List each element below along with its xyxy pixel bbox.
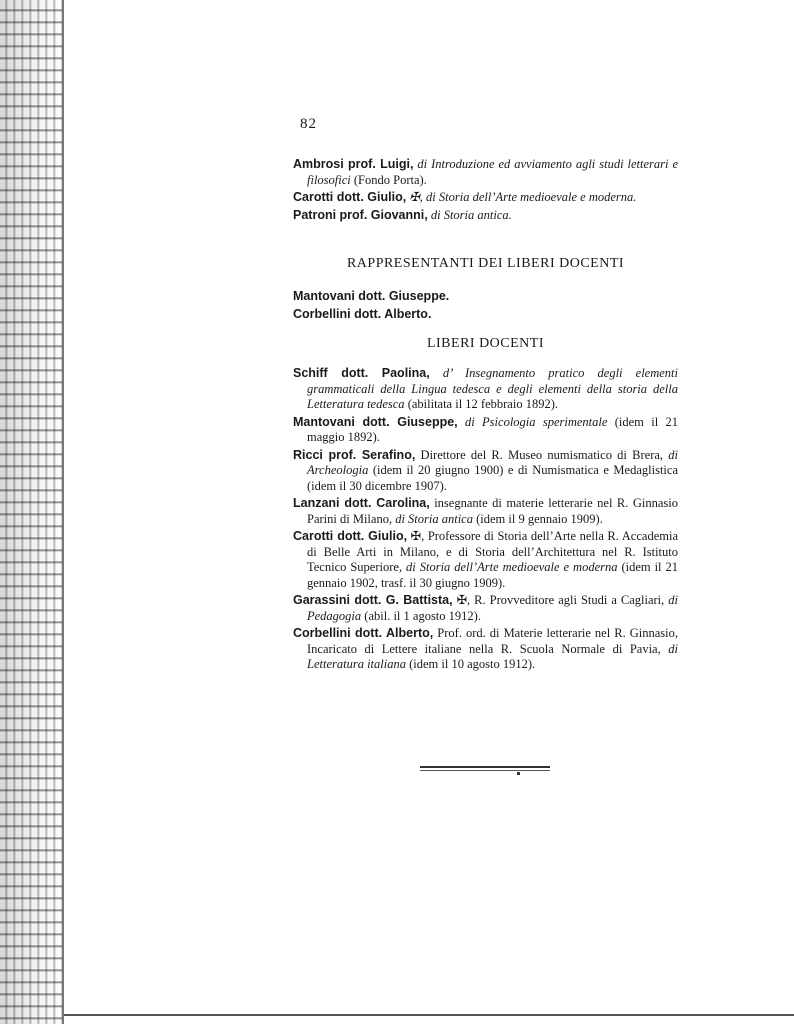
- list-item: Carotti dott. Giulio, ✠, Professore di Storia dell’Arte nella R. Accademia di Belle Arti in Milano, e di Storia dell’Architettura nel R. Istituto Tecnico Superiore, di Storia dell’Arte medioevale e moderna (idem il 21 gennaio 1902, trasf. il 30 giugno 1909).: [293, 529, 678, 590]
- faculty-list: [293, 157, 678, 225]
- list-item: Lanzani dott. Carolina, insegnante di materie letterarie nel R. Ginnasio Parini di Milano, di Storia antica (idem il 9 gennaio 1909).: [293, 496, 678, 526]
- list-item: Schiff dott. Paolina, d’ Insegnamento pratico degli elementi grammaticali della Lingua tedesca e degli elementi della storia della Letteratura tedesca (abilitata il 12 febbraio 1892).: [293, 366, 678, 411]
- liberi-docenti-list: [293, 366, 678, 675]
- representatives-list: [293, 289, 678, 324]
- binding-line: [62, 0, 64, 1024]
- list-item: Corbellini dott. Alberto.: [293, 306, 432, 321]
- page-bottom-edge: [64, 1014, 794, 1016]
- list-item: Mantovani dott. Giuseppe.: [293, 289, 450, 303]
- book-binding-edge: [0, 0, 64, 1024]
- end-rule: [420, 766, 550, 771]
- section-heading-representatives: RAPPRESENTANTI DEI LIBERI DOCENTI: [346, 256, 625, 271]
- list-item: Carotti dott. Giulio, ✠, di Storia dell’Arte medioevale e moderna.: [293, 190, 637, 204]
- list-item: Ambrosi prof. Luigi, di Introduzione ed avviamento agli studi letterari e filosofici (Fondo Porta).: [293, 157, 678, 187]
- section-heading-liberi-docenti: LIBERI DOCENTI: [426, 336, 545, 351]
- end-rule-dot: [517, 772, 520, 775]
- list-item: Garassini dott. G. Battista, ✠, R. Provveditore agli Studi a Cagliari, di Pedagogia (abil. il 1 agosto 1912).: [293, 593, 678, 623]
- list-item: Corbellini dott. Alberto, Prof. ord. di Materie letterarie nel R. Ginnasio, Incaricato di Lettere italiane nella R. Scuola Normale di Pavia, di Letteratura italiana (idem il 10 agosto 1912).: [293, 626, 678, 671]
- list-item: Ricci prof. Serafino, Direttore del R. Museo numismatico di Brera, di Archeologia (idem il 20 giugno 1900) e di Numismatica e Medaglistica (idem il 30 dicembre 1907).: [293, 447, 678, 493]
- list-item: Mantovani dott. Giuseppe, di Psicologia sperimentale (idem il 21 maggio 1892).: [293, 414, 679, 444]
- list-item: Patroni prof. Giovanni, di Storia antica.: [293, 207, 512, 222]
- page-number: 82: [300, 116, 317, 132]
